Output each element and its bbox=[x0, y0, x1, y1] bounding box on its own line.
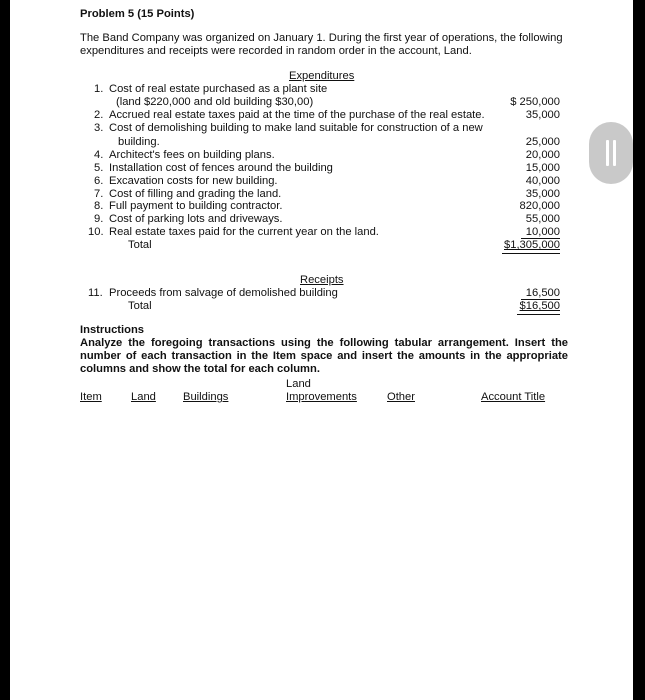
receipt-11-num: 11. bbox=[88, 287, 103, 299]
instructions-body: Analyze the foregoing transactions using the following tabular arrangement. Insert the number of each transaction in the Item space and insert the amounts in the appropriate columns and show the total for each column. bbox=[80, 337, 568, 375]
column-other: Other bbox=[387, 391, 415, 403]
expenditure-6-num: 6. bbox=[94, 175, 104, 187]
expenditure-2-line1: Accrued real estate taxes paid at the time of the purchase of the real estate. bbox=[109, 109, 485, 121]
expenditure-7-line1: Cost of filling and grading the land. bbox=[109, 188, 282, 200]
left-black-border bbox=[0, 0, 10, 700]
expenditure-1-amount: $ 250,000 bbox=[510, 96, 560, 108]
receipt-11-line1: Proceeds from salvage of demolished building bbox=[109, 287, 338, 299]
expenditure-4-num: 4. bbox=[94, 149, 104, 161]
expenditure-10-amount: 10,000 bbox=[525, 226, 560, 238]
receipts-heading: Receipts bbox=[300, 274, 344, 286]
expenditure-9-amount: 55,000 bbox=[525, 213, 560, 225]
column-land-improvements-top: Land bbox=[286, 378, 311, 390]
receipts-total-amount: $16,500 bbox=[519, 300, 560, 312]
problem-title: Problem 5 (15 Points) bbox=[80, 8, 195, 20]
expenditures-total-double-rule bbox=[502, 253, 560, 254]
expenditure-9-line1: Cost of parking lots and driveways. bbox=[109, 213, 283, 225]
expenditures-total-amount: $1,305,000 bbox=[504, 239, 560, 251]
expenditure-3-amount: 25,000 bbox=[525, 136, 560, 148]
expenditure-2-num: 2. bbox=[94, 109, 104, 121]
expenditure-6-amount: 40,000 bbox=[525, 175, 560, 187]
expenditure-9-num: 9. bbox=[94, 213, 104, 225]
instructions-heading: Instructions bbox=[80, 324, 145, 336]
expenditure-2-amount: 35,000 bbox=[525, 109, 560, 121]
expenditure-3-num: 3. bbox=[94, 122, 104, 134]
expenditure-5-num: 5. bbox=[94, 162, 104, 174]
expenditure-7-amount: 35,000 bbox=[525, 188, 560, 200]
expenditure-8-num: 8. bbox=[94, 200, 104, 212]
expenditure-8-amount: 820,000 bbox=[519, 200, 560, 212]
handle-grip-left-icon bbox=[606, 140, 609, 166]
expenditures-total-label: Total bbox=[128, 239, 152, 251]
column-land: Land bbox=[131, 391, 156, 403]
expenditure-8-line1: Full payment to building contractor. bbox=[109, 200, 283, 212]
expenditure-4-amount: 20,000 bbox=[525, 149, 560, 161]
handle-grip-right-icon bbox=[613, 140, 616, 166]
expenditure-3-line1: Cost of demolishing building to make land suitable for construction of a new bbox=[109, 122, 483, 134]
expenditure-1-num: 1. bbox=[94, 83, 104, 95]
column-item: Item bbox=[80, 391, 102, 403]
expenditure-10-line1: Real estate taxes paid for the current year on the land. bbox=[109, 226, 379, 238]
expenditure-5-line1: Installation cost of fences around the building bbox=[109, 162, 333, 174]
expenditure-7-num: 7. bbox=[94, 188, 104, 200]
expenditure-10-num: 10. bbox=[88, 226, 104, 238]
expenditure-1-line2: (land $220,000 and old building $30,00) bbox=[116, 96, 314, 108]
column-land-improvements-bottom: Improvements bbox=[286, 391, 357, 403]
expenditure-5-amount: 15,000 bbox=[525, 162, 560, 174]
expenditure-1-line1: Cost of real estate purchased as a plant site bbox=[109, 83, 328, 95]
receipt-11-amount: 16,500 bbox=[525, 287, 560, 299]
expenditure-4-line1: Architect's fees on building plans. bbox=[109, 149, 275, 161]
expenditure-3-line2: building. bbox=[118, 136, 160, 148]
receipts-total-double-rule bbox=[517, 314, 560, 315]
expenditures-heading: Expenditures bbox=[289, 70, 355, 82]
right-black-border bbox=[633, 0, 645, 700]
drag-handle[interactable] bbox=[589, 122, 633, 184]
intro-paragraph: The Band Company was organized on January 1. During the first year of operations, the following expenditures and receipts were recorded in random order in the account, Land. bbox=[80, 32, 563, 57]
column-buildings: Buildings bbox=[183, 391, 229, 403]
expenditure-6-line1: Excavation costs for new building. bbox=[109, 175, 278, 187]
column-account-title: Account Title bbox=[481, 391, 546, 403]
receipts-total-label: Total bbox=[128, 300, 152, 312]
